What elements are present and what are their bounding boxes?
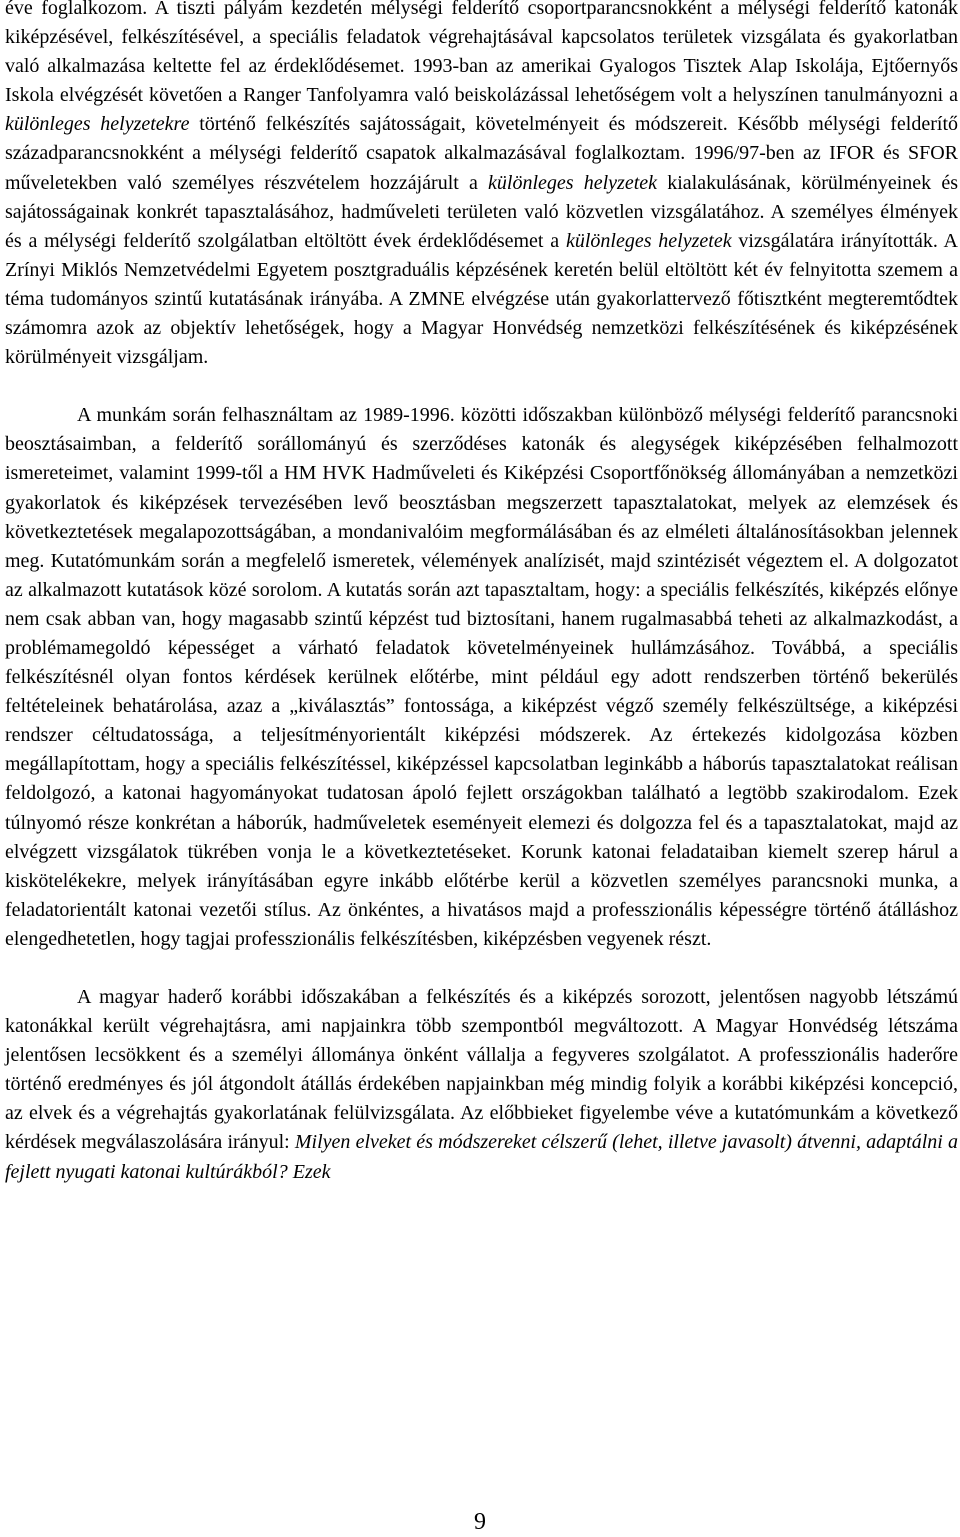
- paragraph-1-text: éve foglalkozom. A tiszti pályám kezdetén mélységi felderítő csoportparancsnokként a mélységi felderítő katonák kiképzésével, felkészítésével, a speciális feladatok végrehajtásával kapcsolatos területek vizsgálata és gyakorlatban való alkalmazása keltette fel az érdeklődésemet. 1993-ban az amerikai Gyalogos Tisztek Alap Iskolája, Ejtőernyős Iskola elvégzését követően a Ranger Tanfolyamra való beiskolázással lehetőségem volt a helyszínen tanulmányozni a: [5, 0, 958, 107]
- paragraph-1-text: vizsgálatára irányították. A Zrínyi Miklós Nemzetvédelmi Egyetem posztgraduális képzésének keretén belül eltöltött két év felnyitotta szemem a téma tudományos szintű kutatásának irányába. A ZMNE elvégzése után gyakorlattervező főtisztként megteremtődtek számomra azok az objektív lehetőségek, hogy a Magyar Honvédség nemzetközi felkészítésének és kiképzésének körülményeit vizsgáljam.: [5, 229, 959, 369]
- paragraph-3: [5, 983, 958, 1187]
- document-page: [5, 0, 958, 1187]
- emphasis-kulonleges-helyzetekre: különleges helyzetekre: [5, 113, 190, 136]
- paragraph-2-text: A munkám során felhasználtam az 1989-1996. közötti időszakban különböző mélységi felderítő parancsnoki beosztásaimban, a felderítő sorállományú és szerződéses katonák és alegységek kiképzésében felhalmozott ismereteimet, valamint 1999-től a HM HVK Hadműveleti és Kiképzési Csoportfőnökség állományában a nemzetközi gyakorlatok és kiképzések tervezésében levő beosztásban megszerzett tapasztalatokat, melyek az elemzések és következtetések megalapozottságában, a mondanivalóim megformálásában és az elméleti általánosításokban jelennek meg. Kutatómunkám során a megfelelő ismeretek, vélemények analízisét, majd szintézisét végeztem el. A dolgozatot az alkalmazott kutatások közé sorolom. A kutatás során azt tapasztaltam, hogy: a speciális felkészítés, kiképzés előnye nem csak abban van, hogy magasabb szintű képzést tud biztosítani, hanem rugalmasabbá teheti az alkalmazkodást, a problémamegoldó képességet a várható feladatok követelményeinek hullámzásához. Továbbá, a speciális felkészítésnél olyan fontos kérdések kerülnek előtérbe, mint például egy adott rendszerben történő bekerülés feltételeinek behatárolása, azaz a „kiválasztás” fontossága, a kiképzést végző személy felkészültsége, a kiképzési rendszer céltudatossága, a teljesítményorientált kiképzési módszerek. Az értekezés kidolgozása közben megállapítottam, hogy a speciális felkészítéssel, kiképzéssel kapcsolatban leginkább a háborús tapasztalatokat reálisan feldolgozó, a katonai hagyományokat tudatosan ápoló fejlett országokban található a legtöbb szakirodalom. Ezek túlnyomó része konkrétan a háborúk, hadműveletek eseményeit elemezi és dolgozza fel és a tapasztalatokat, majd az elvégzett vizsgálatok tükrében vonja le a következtetéseket. Korunk katonai feladataiban kiemelt szerep hárul a kiskötelékekre, melyek irányításában egyre inkább előtérbe kerül a közvetlen személyes parancsnoki munka, a feladatorientált katonai vezetői stílus. Az önkéntes, a hivatásos majd a professzionális képességre történő átálláshoz elengedhetetlen, hogy tagjai professzionális felkészítésben, kiképzésben vegyenek részt.: [5, 404, 958, 950]
- paragraph-2: [5, 401, 958, 954]
- paragraph-spacer: [5, 372, 958, 401]
- paragraph-spacer: [5, 954, 958, 983]
- research-question: Milyen elveket és módszereket célszerű (lehet, illetve javasolt) átvenni, adaptálni a fejlett nyugati katonai kultúrákból? Ezek: [5, 1131, 959, 1183]
- emphasis-kulonleges-helyzetek: különleges helyzetek: [488, 171, 658, 194]
- emphasis-kulonleges-helyzetek: különleges helyzetek: [565, 229, 732, 252]
- paragraph-1-text: kialakulásának, körülményeinek és sajátosságainak konkrét tapasztalásához, hadműveleti területen való közvetlen vizsgálatához. A személyes élmények és a mélységi felderítő szolgálatban eltöltött évek érdeklődésemet a: [5, 171, 959, 252]
- paragraph-3-text: A magyar haderő korábbi időszakában a felkészítés és a kiképzés sorozott, jelentősen nagyobb létszámú katonákkal került végrehajtásra, ami napjainkra több szempontból megváltozott. A Magyar Honvédség létszáma jelentősen lecsökkent és a személyi állománya önként vállalja a fegyveres szolgálatot. A professzionális haderőre történő eredményes és jól átgondolt átállás érdekében napjainkban még mindig folyik a korábbi kiképzési koncepció, az elvek és a végrehajtás gyakorlatának felülvizsgálata. Az előbbieket figyelembe véve a kutatómunkám a következő kérdések megválaszolására irányul:: [5, 986, 958, 1154]
- paragraph-1-text: történő felkészítés sajátosságait, követelményeit és módszereit. Később mélységi felderítő századparancsnokként a mélységi felderítő csapatok alkalmazásával foglalkoztam. 1996/97-ben az IFOR és SFOR műveletekben való személyes részvételem hozzájárult a: [5, 113, 958, 194]
- page-number: 9: [474, 1509, 486, 1535]
- paragraph-1: [5, 0, 958, 372]
